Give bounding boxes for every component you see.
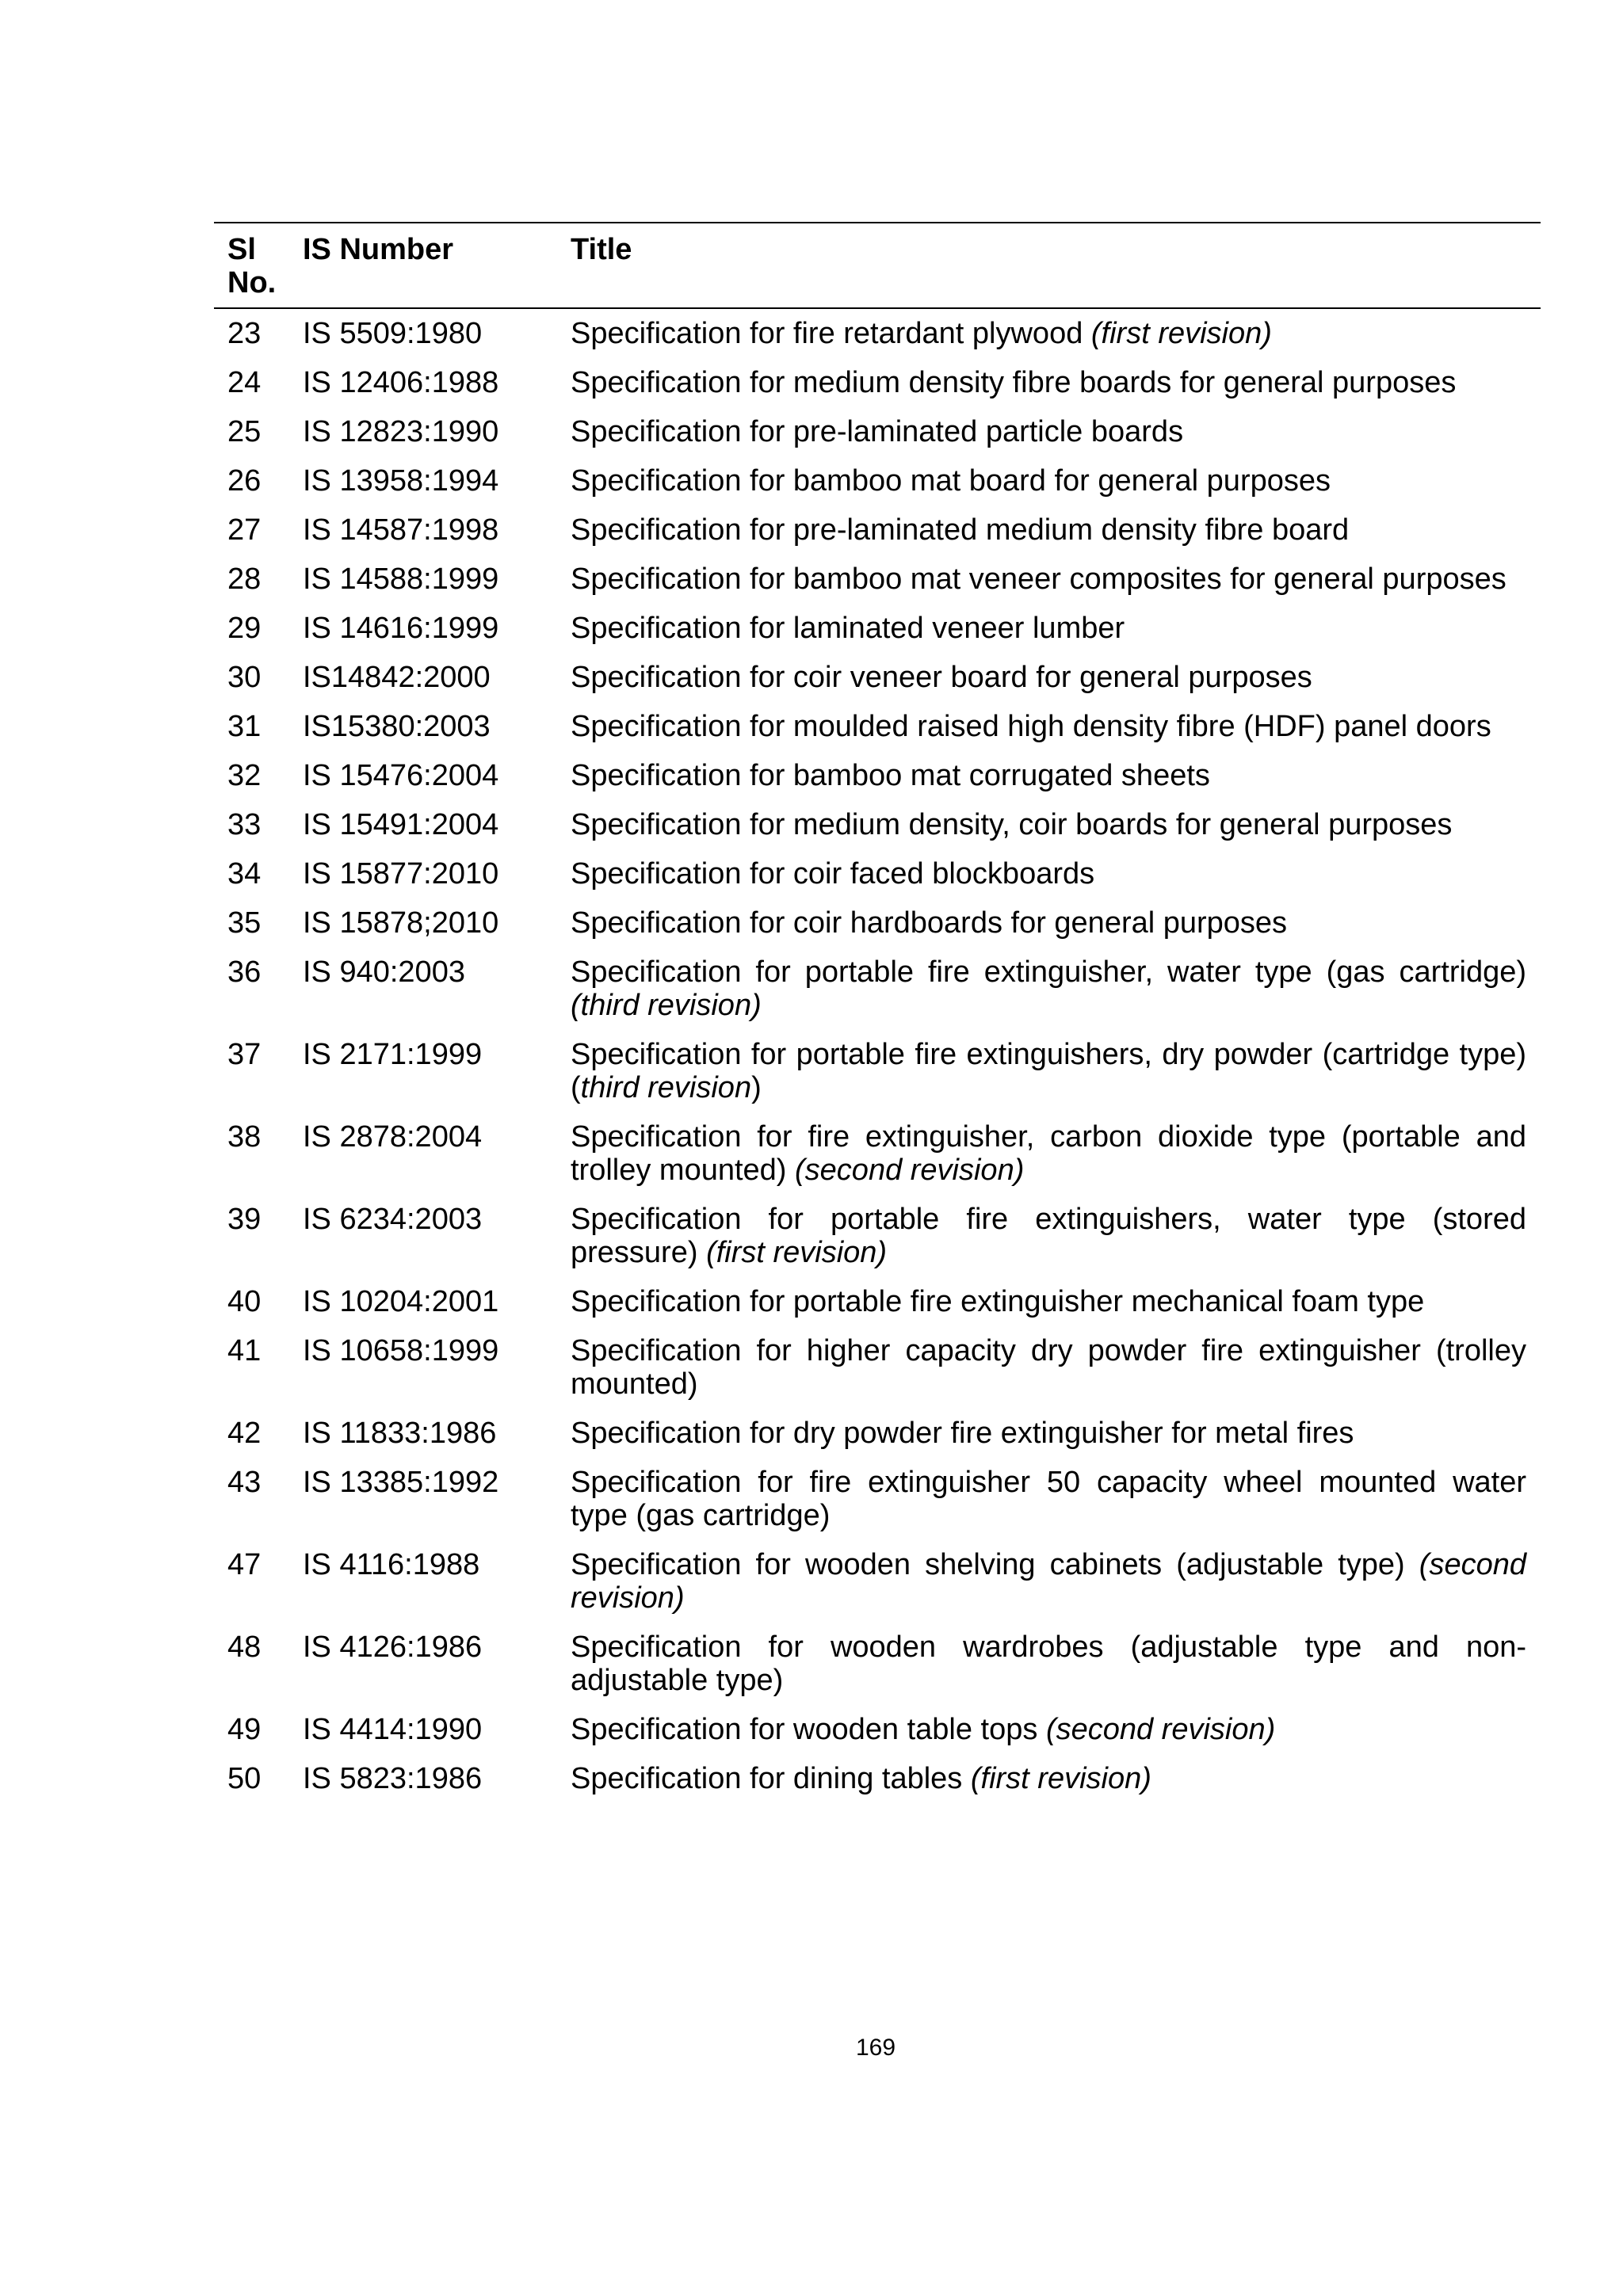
header-is-number: IS Number [303, 233, 454, 266]
cell-is-number: IS 5823:1986 [303, 1762, 483, 1795]
page-number: 169 [855, 2035, 896, 2061]
cell-sl-no: 28 [227, 563, 262, 596]
cell-title [571, 317, 1541, 350]
cell-is-number: IS 13385:1992 [303, 1466, 499, 1499]
title-suffix: ) [751, 1071, 762, 1104]
revision-note: (second revision) [795, 1154, 1025, 1187]
cell-title [571, 759, 1541, 792]
cell-sl-no: 39 [227, 1203, 262, 1236]
title-text: Specification for bamboo mat veneer composites for general purposes [571, 563, 1507, 596]
table-row [214, 1713, 1541, 1762]
cell-is-number: IS 15476:2004 [303, 759, 499, 792]
cell-is-number: IS 4414:1990 [303, 1713, 483, 1746]
cell-is-number: IS 6234:2003 [303, 1203, 483, 1236]
table-row [214, 906, 1541, 955]
title-text: Specification for portable fire extinguisher mechanical foam type [571, 1285, 1425, 1318]
cell-is-number: IS 15877:2010 [303, 857, 499, 891]
cell-title [571, 415, 1541, 448]
revision-note: (second revision) [1045, 1713, 1276, 1746]
table-row [214, 464, 1541, 513]
cell-title [571, 1630, 1541, 1697]
table-row [214, 955, 1541, 1038]
table-row [214, 612, 1541, 661]
revision-note: (second revision) [571, 1548, 1526, 1615]
cell-sl-no: 43 [227, 1466, 262, 1499]
cell-sl-no: 27 [227, 513, 262, 547]
title-text: Specification for laminated veneer lumber [571, 612, 1125, 645]
cell-sl-no: 48 [227, 1630, 262, 1664]
cell-title [571, 1120, 1541, 1187]
revision-note: (third revision) [571, 989, 762, 1022]
title-text: Specification for fire extinguisher, carbon dioxide type (portable and trolley mounted) [571, 1120, 1526, 1187]
cell-title [571, 906, 1541, 940]
cell-title [571, 1285, 1541, 1318]
title-text: Specification for portable fire extinguishers, water type (stored pressure) [571, 1203, 1526, 1269]
title-text: Specification for dining tables [571, 1762, 971, 1795]
revision-note: (first revision) [1090, 317, 1272, 350]
cell-is-number: IS15380:2003 [303, 710, 491, 743]
cell-sl-no: 24 [227, 366, 262, 399]
cell-sl-no: 50 [227, 1762, 262, 1795]
title-text: Specification for wooden wardrobes (adjustable type and non-adjustable type) [571, 1630, 1526, 1697]
cell-is-number: IS 4116:1988 [303, 1548, 480, 1581]
table-row [214, 317, 1541, 366]
cell-sl-no: 32 [227, 759, 262, 792]
cell-is-number: IS 15878;2010 [303, 906, 499, 940]
title-text: Specification for medium density fibre boards for general purposes [571, 366, 1457, 399]
title-text: Specification for dry powder fire extinguisher for metal fires [571, 1417, 1354, 1450]
table-row [214, 1038, 1541, 1120]
cell-title [571, 710, 1541, 743]
cell-title [571, 661, 1541, 694]
cell-sl-no: 25 [227, 415, 262, 448]
title-text: Specification for fire retardant plywood [571, 317, 1091, 350]
cell-title [571, 612, 1541, 645]
cell-sl-no: 30 [227, 661, 262, 694]
cell-is-number: IS 14588:1999 [303, 563, 499, 596]
cell-sl-no: 31 [227, 710, 262, 743]
cell-sl-no: 35 [227, 906, 262, 940]
table-row [214, 1285, 1541, 1334]
table-header-row [214, 223, 1541, 307]
table-row [214, 1334, 1541, 1417]
cell-sl-no: 29 [227, 612, 262, 645]
cell-title [571, 1548, 1541, 1615]
table-row [214, 1630, 1541, 1713]
title-text: Specification for wooden shelving cabinets (adjustable type) [571, 1548, 1419, 1581]
title-text: Specification for portable fire extinguisher, water type (gas cartridge) [571, 955, 1526, 989]
table-row [214, 1417, 1541, 1466]
title-text: Specification for pre-laminated medium density fibre board [571, 513, 1350, 547]
cell-is-number: IS 11833:1986 [303, 1417, 497, 1450]
cell-sl-no: 40 [227, 1285, 262, 1318]
table-row [214, 1762, 1541, 1811]
table-row [214, 415, 1541, 464]
table-row [214, 1120, 1541, 1203]
cell-title [571, 464, 1541, 498]
title-text: Specification for bamboo mat corrugated sheets [571, 759, 1210, 792]
cell-is-number: IS 15491:2004 [303, 808, 499, 841]
cell-title [571, 955, 1541, 1022]
title-text: Specification for moulded raised high density fibre (HDF) panel doors [571, 710, 1491, 743]
table-row [214, 366, 1541, 415]
title-text: Specification for bamboo mat board for general purposes [571, 464, 1331, 498]
cell-is-number: IS 14616:1999 [303, 612, 499, 645]
cell-is-number: IS 10204:2001 [303, 1285, 499, 1318]
cell-title [571, 1762, 1541, 1795]
cell-title [571, 857, 1541, 891]
title-text: Specification for portable fire extinguishers, dry powder (cartridge type) ( [571, 1038, 1526, 1104]
cell-sl-no: 34 [227, 857, 262, 891]
cell-sl-no: 42 [227, 1417, 262, 1450]
standards-table [214, 222, 1541, 1811]
table-row [214, 1548, 1541, 1630]
cell-is-number: IS 4126:1986 [303, 1630, 483, 1664]
cell-is-number: IS 12406:1988 [303, 366, 499, 399]
title-text: Specification for wooden table tops [571, 1713, 1046, 1746]
title-text: Specification for pre-laminated particle boards [571, 415, 1184, 448]
cell-is-number: IS 13958:1994 [303, 464, 499, 498]
table-row [214, 513, 1541, 563]
table-row [214, 1203, 1541, 1285]
table-row [214, 759, 1541, 808]
cell-sl-no: 38 [227, 1120, 262, 1154]
table-row [214, 808, 1541, 857]
title-text: Specification for coir veneer board for general purposes [571, 661, 1312, 694]
table-row [214, 1466, 1541, 1548]
title-text: Specification for coir faced blockboards [571, 857, 1095, 891]
cell-is-number: IS14842:2000 [303, 661, 491, 694]
cell-sl-no: 49 [227, 1713, 262, 1746]
table-row [214, 661, 1541, 710]
cell-title [571, 1713, 1541, 1746]
revision-note: (first revision) [970, 1762, 1151, 1795]
header-title: Title [571, 233, 632, 266]
cell-is-number: IS 2878:2004 [303, 1120, 483, 1154]
cell-title [571, 1203, 1541, 1269]
cell-is-number: IS 5509:1980 [303, 317, 483, 350]
cell-sl-no: 36 [227, 955, 262, 989]
title-text: Specification for coir hardboards for general purposes [571, 906, 1288, 940]
table-row [214, 710, 1541, 759]
cell-is-number: IS 12823:1990 [303, 415, 499, 448]
cell-title [571, 513, 1541, 547]
table-row [214, 857, 1541, 906]
cell-is-number: IS 14587:1998 [303, 513, 499, 547]
cell-title [571, 1466, 1541, 1532]
cell-title [571, 808, 1541, 841]
cell-sl-no: 23 [227, 317, 262, 350]
cell-title [571, 1038, 1541, 1104]
revision-note: (first revision) [706, 1236, 888, 1269]
header-sl-no: Sl No. [227, 233, 277, 299]
revision-note: third revision [580, 1071, 752, 1104]
cell-is-number: IS 10658:1999 [303, 1334, 499, 1367]
cell-title [571, 366, 1541, 399]
cell-sl-no: 41 [227, 1334, 262, 1367]
cell-title [571, 1417, 1541, 1450]
title-text: Specification for higher capacity dry powder fire extinguisher (trolley mounted) [571, 1334, 1526, 1401]
cell-title [571, 1334, 1541, 1401]
table-body [214, 309, 1541, 1811]
cell-sl-no: 37 [227, 1038, 262, 1071]
cell-sl-no: 47 [227, 1548, 262, 1581]
cell-is-number: IS 2171:1999 [303, 1038, 483, 1071]
cell-sl-no: 33 [227, 808, 262, 841]
cell-title [571, 563, 1541, 596]
cell-sl-no: 26 [227, 464, 262, 498]
cell-is-number: IS 940:2003 [303, 955, 465, 989]
title-text: Specification for medium density, coir boards for general purposes [571, 808, 1453, 841]
table-row [214, 563, 1541, 612]
title-text: Specification for fire extinguisher 50 capacity wheel mounted water type (gas cartridge) [571, 1466, 1526, 1532]
